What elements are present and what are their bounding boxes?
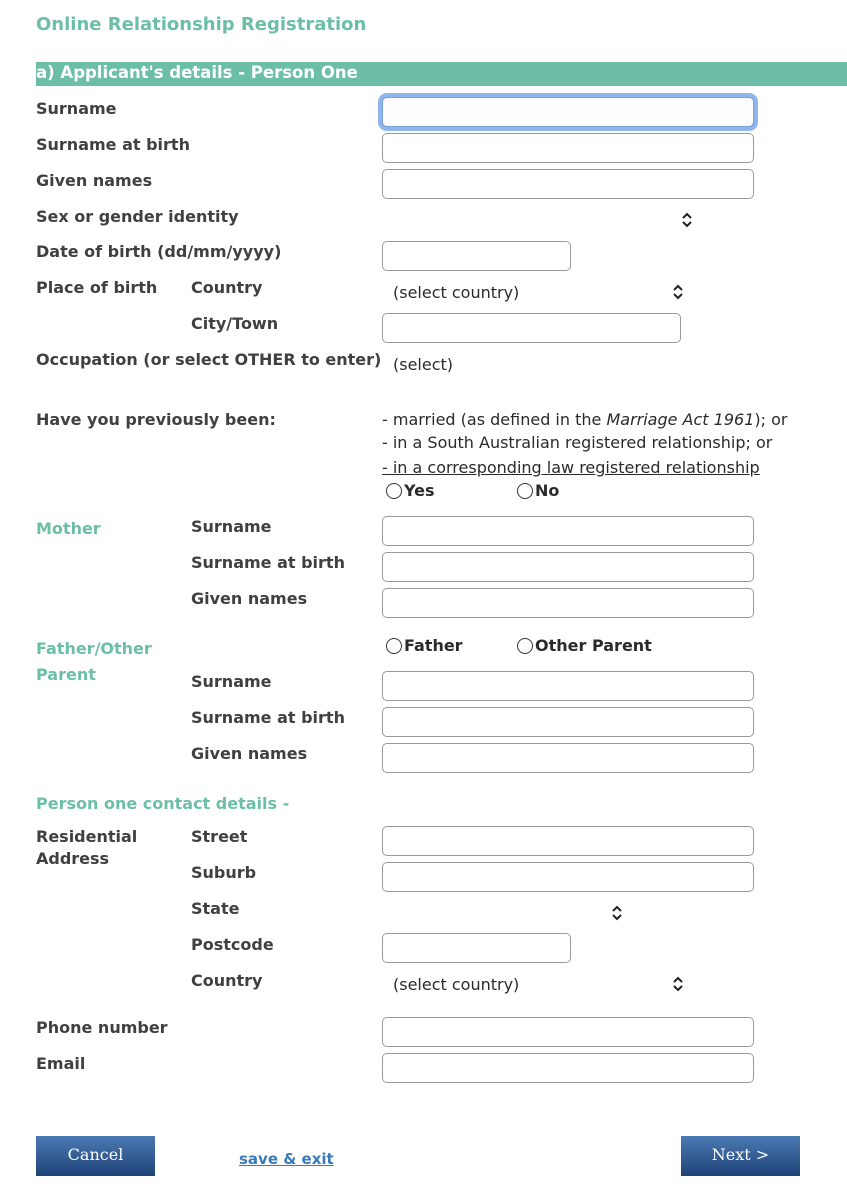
father-given-names-label: Given names [191, 744, 308, 763]
surname-label: Surname [36, 99, 117, 118]
select-chevron-icon [610, 904, 624, 922]
occupation-value: (select) [393, 355, 454, 374]
father-given-names-input[interactable] [382, 743, 754, 773]
mother-given-names-input[interactable] [382, 588, 754, 618]
state-label: State [191, 899, 240, 918]
section-header: a) Applicant's details - Person One [36, 63, 358, 82]
contact-country-label: Country [191, 971, 263, 990]
radio-circle-icon [386, 638, 402, 654]
contact-heading: Person one contact details - [36, 794, 290, 813]
radio-label: Father [404, 636, 463, 655]
select-chevron-icon [671, 975, 685, 993]
radio-label: No [535, 481, 560, 500]
previously-no-radio[interactable] [517, 481, 559, 500]
email-label: Email [36, 1054, 86, 1073]
contact-country-select[interactable] [382, 969, 702, 999]
radio-circle-icon [517, 483, 533, 499]
father-heading-line-1: Father/Other [36, 639, 152, 658]
father-surname-at-birth-input[interactable] [382, 707, 754, 737]
residential-label-line-1: Residential [36, 827, 138, 846]
save-exit-link[interactable]: save & exit [239, 1150, 334, 1168]
postcode-input[interactable] [382, 933, 571, 963]
sex-label: Sex or gender identity [36, 207, 239, 226]
dob-label: Date of birth (dd/mm/yyyy) [36, 242, 282, 261]
place-of-birth-label: Place of birth [36, 278, 158, 297]
dob-input[interactable] [382, 241, 571, 271]
contact-country-value: (select country) [393, 975, 520, 994]
street-input[interactable] [382, 826, 754, 856]
suburb-input[interactable] [382, 862, 754, 892]
mother-surname-at-birth-label: Surname at birth [191, 553, 345, 572]
radio-label: Other Parent [535, 636, 652, 655]
section-header-bar [36, 62, 847, 86]
radio-circle-icon [517, 638, 533, 654]
mother-given-names-label: Given names [191, 589, 308, 608]
surname-input[interactable] [382, 97, 754, 127]
father-surname-label: Surname [191, 672, 272, 691]
sex-select[interactable] [382, 204, 702, 234]
radio-label: Yes [404, 481, 435, 500]
previously-line-1: - married (as defined in the Marriage Act 1961); or [382, 410, 788, 429]
select-chevron-icon [680, 211, 694, 229]
surname-at-birth-input[interactable] [382, 133, 754, 163]
previously-yes-radio[interactable] [386, 481, 435, 500]
next-button[interactable]: Next > [681, 1136, 800, 1176]
cancel-button[interactable]: Cancel [36, 1136, 155, 1176]
radio-circle-icon [386, 483, 402, 499]
page-title: Online Relationship Registration [36, 14, 367, 35]
street-label: Street [191, 827, 248, 846]
father-surname-at-birth-label: Surname at birth [191, 708, 345, 727]
father-radio[interactable] [386, 636, 463, 655]
birth-country-label: Country [191, 278, 263, 297]
given-names-label: Given names [36, 171, 153, 190]
mother-surname-at-birth-input[interactable] [382, 552, 754, 582]
occupation-select[interactable] [382, 349, 702, 379]
mother-heading: Mother [36, 519, 101, 538]
city-input[interactable] [382, 313, 681, 343]
phone-input[interactable] [382, 1017, 754, 1047]
given-names-input[interactable] [382, 169, 754, 199]
other-parent-radio[interactable] [517, 636, 652, 655]
birth-country-select[interactable] [382, 277, 702, 307]
phone-label: Phone number [36, 1018, 168, 1037]
mother-surname-label: Surname [191, 517, 272, 536]
email-input[interactable] [382, 1053, 754, 1083]
previously-label: Have you previously been: [36, 410, 276, 429]
select-chevron-icon [671, 283, 685, 301]
occupation-label: Occupation (or select OTHER to enter) [36, 350, 382, 369]
birth-country-value: (select country) [393, 283, 520, 302]
previously-line-3: - in a corresponding law registered relationship [382, 458, 760, 477]
state-select[interactable] [382, 897, 642, 927]
father-heading-line-2: Parent [36, 665, 96, 684]
surname-at-birth-label: Surname at birth [36, 135, 190, 154]
postcode-label: Postcode [191, 935, 274, 954]
suburb-label: Suburb [191, 863, 257, 882]
residential-label-line-2: Address [36, 849, 110, 868]
city-label: City/Town [191, 314, 279, 333]
father-surname-input[interactable] [382, 671, 754, 701]
previously-line-2: - in a South Australian registered relationship; or [382, 433, 773, 452]
mother-surname-input[interactable] [382, 516, 754, 546]
